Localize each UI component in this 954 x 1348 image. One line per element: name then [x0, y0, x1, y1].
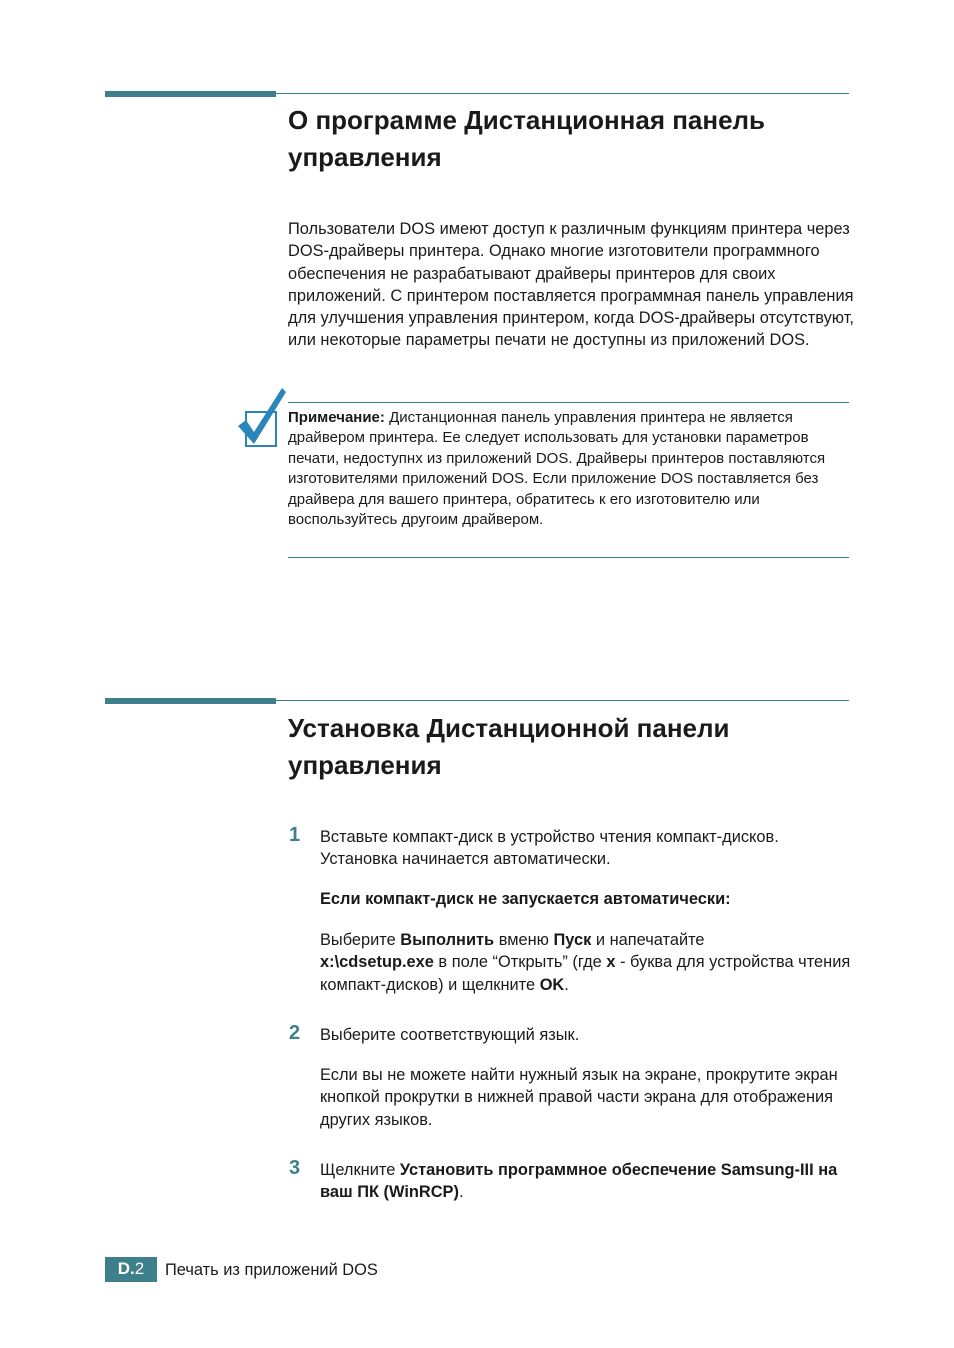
- step-3-text: Щелкните Установить программное обеспечение Samsung-III на ваш ПК (WinRCP).: [320, 1161, 838, 1202]
- step-number: 3: [289, 1157, 301, 1179]
- section-rule-thin: [276, 700, 849, 701]
- note-label: Примечание:: [288, 409, 385, 426]
- step-2-text: Выберите соответствующий язык.: [320, 1026, 580, 1044]
- intro-paragraph: Пользователи DOS имеют доступ к различным функциям принтера через DOS-драйверы принтера. Однако многие изготовители программного обеспечения не разрабатывают драйверы принтеров для своих приложений. С принтером поставляется программная панель управления для улучшения управления принтером, когда DOS-драйверы отсутствуют, или некоторые параметры печати не доступны из приложений DOS.: [288, 220, 854, 350]
- step-number: 2: [289, 1022, 301, 1044]
- step-line: Вставьте компакт-диск в устройство чтения компакт-дисков.: [320, 828, 779, 846]
- note-text: Дистанционная панель управления принтера не является драйвером принтера. Ее следует использовать для установки параметров печати, недоступнх из приложений DOS. Драйверы принтеров поставляются изготовителями приложений DOS. Если приложение DOS поставляется без драйвера для вашего принтера, обратитесь к его изготовителю или воспользуйтесь другоим драйвером.: [288, 409, 826, 529]
- step-instruction: Выберите Выполнить вменю Пуск и напечатайте x:\cdsetup.exe в поле “Открыть” (где x - буква для устройства чтения компакт-дисков) и щелкните OK.: [320, 931, 851, 994]
- note-box: [288, 408, 850, 530]
- page-number-badge: D.2: [105, 1257, 157, 1282]
- section-rule-thick: [105, 698, 276, 704]
- section-rule-thick: [105, 91, 276, 97]
- step-subheading: Если компакт-диск не запускается автоматически:: [320, 890, 731, 908]
- section-title: О программе Дистанционная панель управления: [288, 105, 766, 172]
- step-1-text: [320, 826, 855, 871]
- section-rule-thin: [276, 93, 849, 94]
- note-rule-bottom: [288, 557, 849, 558]
- note-rule-top: [288, 402, 849, 403]
- section-title: Установка Дистанционной панели управления: [288, 713, 730, 780]
- step-2-paragraph: Если вы не можете найти нужный язык на экране, прокрутите экран кнопкой прокрутки в нижней правой части экрана для отображения других языков.: [320, 1066, 838, 1129]
- step-number: 1: [289, 824, 301, 846]
- step-line: Установка начинается автоматически.: [320, 850, 611, 869]
- footer-chapter-title: Печать из приложений DOS: [165, 1261, 378, 1279]
- checkmark-icon: [236, 386, 288, 448]
